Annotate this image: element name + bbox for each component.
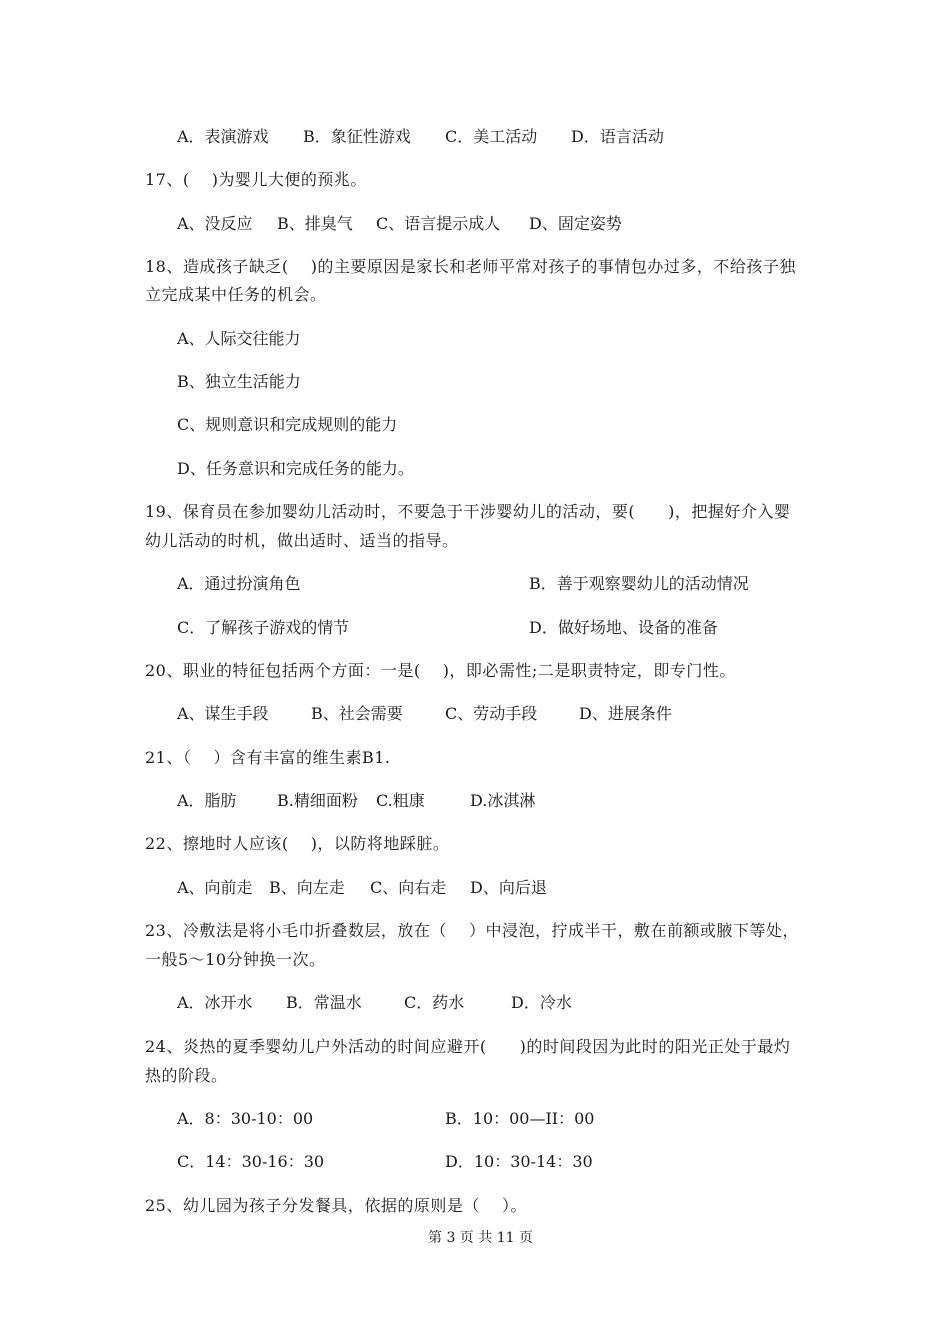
q24-option-c: C．14：30-16：30: [177, 1152, 325, 1171]
q19-option-d: D．做好场地、设备的准备: [529, 618, 718, 637]
q20-option-a: A、谋生手段: [177, 704, 269, 723]
q16-option-a: A．表演游戏: [177, 127, 269, 146]
q17-option-b: B、排臭气: [277, 214, 353, 233]
q23-stem-line2: 一般5～10分钟换一次。: [145, 950, 326, 969]
q25-stem: 25、幼儿园为孩子分发餐具，依据的原则是（ ）。: [145, 1196, 527, 1215]
q22-option-c: C、向右走: [370, 878, 447, 897]
q24-option-b: B．10：00—II：00: [445, 1109, 595, 1128]
q23-option-a: A．冰开水: [177, 993, 253, 1012]
q21-option-d: D.冰淇淋: [470, 791, 536, 810]
q16-option-d: D．语言活动: [571, 127, 664, 146]
q19-stem-line1: 19、保育员在参加婴幼儿活动时，不要急于干涉婴幼儿的活动，要( )，把握好介入婴: [145, 502, 791, 521]
q18-stem-line2: 立完成某中任务的机会。: [145, 285, 327, 304]
q24-stem-line1: 24、炎热的夏季婴幼儿户外活动的时间应避开( )的时间段因为此时的阳光正处于最灼: [145, 1037, 791, 1056]
q17-option-d: D、固定姿势: [529, 214, 622, 233]
q24-option-a: A．8：30-10：00: [177, 1109, 314, 1128]
q19-option-c: C．了解孩子游戏的情节: [177, 618, 350, 637]
q18-stem-line1: 18、造成孩子缺乏( )的主要原因是家长和老师平常对孩子的事情包办过多，不给孩子独: [145, 257, 796, 276]
q23-option-c: C．药水: [404, 993, 465, 1012]
q20-option-d: D、进展条件: [579, 704, 672, 723]
q22-option-d: D、向后退: [470, 878, 547, 897]
q17-option-c: C、语言提示成人: [376, 214, 501, 233]
q20-option-b: B、社会需要: [311, 704, 403, 723]
q17-stem: 17、( )为婴儿大便的预兆。: [145, 170, 367, 189]
q23-stem-line1: 23、冷敷法是将小毛巾折叠数层，放在（ ）中浸泡，拧成半干，敷在前额或腋下等处，: [145, 921, 799, 940]
q23-option-d: D．冷水: [511, 993, 572, 1012]
q24-option-d: D．10：30-14：30: [445, 1152, 593, 1171]
q24-stem-line2: 热的阶段。: [145, 1066, 228, 1085]
q21-stem: 21、（ ）含有丰富的维生素B1.: [145, 748, 391, 767]
q22-option-a: A、向前走: [177, 878, 253, 897]
q18-option-b: B、独立生活能力: [177, 372, 301, 391]
q22-stem: 22、擦地时人应该( )，以防将地踩脏。: [145, 834, 450, 853]
q21-option-b: B.精细面粉: [277, 791, 358, 810]
q18-option-c: C、规则意识和完成规则的能力: [177, 415, 398, 434]
q18-option-a: A、人际交往能力: [177, 329, 301, 348]
q23-option-b: B．常温水: [286, 993, 362, 1012]
q19-option-b: B．善于观察婴幼儿的活动情况: [529, 574, 749, 593]
q20-stem: 20、职业的特征包括两个方面：一是( )，即必需性;二是职责特定，即专门性。: [145, 661, 736, 680]
q17-option-a: A、没反应: [177, 214, 253, 233]
page-footer: 第 3 页 共 11 页: [428, 1230, 533, 1246]
q22-option-b: B、向左走: [269, 878, 345, 897]
q16-option-c: C．美工活动: [445, 127, 538, 146]
q21-option-c: C.粗康: [376, 791, 425, 810]
q18-option-d: D、任务意识和完成任务的能力。: [177, 459, 414, 478]
q21-option-a: A．脂肪: [177, 791, 237, 810]
q20-option-c: C、劳动手段: [445, 704, 538, 723]
q19-stem-line2: 幼儿活动的时机，做出适时、适当的指导。: [145, 531, 459, 550]
q19-option-a: A．通过扮演角色: [177, 574, 301, 593]
q16-option-b: B．象征性游戏: [303, 127, 411, 146]
